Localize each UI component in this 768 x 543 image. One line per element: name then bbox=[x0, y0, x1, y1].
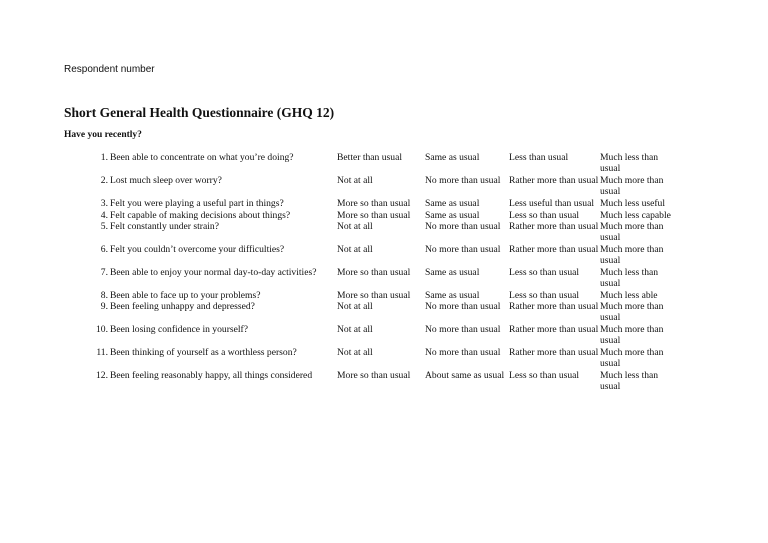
answer-option: No more than usual bbox=[425, 221, 501, 232]
question-number: 6. bbox=[100, 244, 108, 255]
answer-option: Rather more than usual bbox=[509, 175, 599, 186]
answer-option: Same as usual bbox=[425, 152, 480, 163]
answer-option: Not at all bbox=[337, 221, 373, 232]
question-text: Been losing confidence in yourself? bbox=[110, 324, 248, 335]
answer-option: More so than usual bbox=[337, 210, 411, 221]
question-row bbox=[84, 210, 680, 221]
question-text: Lost much sleep over worry? bbox=[110, 175, 222, 186]
question-number: 9. bbox=[100, 301, 108, 312]
answer-option: Not at all bbox=[337, 175, 373, 186]
question-row bbox=[84, 290, 680, 301]
answer-option: Much more than usual bbox=[600, 244, 664, 266]
question-text: Been able to concentrate on what you’re doing? bbox=[110, 152, 294, 163]
question-text: Felt you couldn’t overcome your difficulties? bbox=[110, 244, 285, 255]
answer-option: Much more than usual bbox=[600, 175, 664, 197]
answer-option: Much more than usual bbox=[600, 324, 664, 346]
answer-option: Less so than usual bbox=[509, 267, 580, 278]
answer-option: Much more than usual bbox=[600, 301, 664, 323]
question-row bbox=[84, 347, 680, 370]
question-row bbox=[84, 198, 680, 210]
question-row bbox=[84, 324, 680, 347]
answer-option: No more than usual bbox=[425, 301, 501, 312]
answer-option: Less so than usual bbox=[509, 370, 580, 381]
question-text: Been feeling reasonably happy, all things considered bbox=[110, 370, 313, 381]
answer-option: Same as usual bbox=[425, 210, 480, 221]
question-number: 12. bbox=[96, 370, 108, 381]
answer-option: Less so than usual bbox=[509, 290, 580, 301]
question-row bbox=[84, 175, 680, 198]
answer-option: Much less capable bbox=[600, 210, 671, 221]
answer-option: About same as usual bbox=[425, 370, 505, 381]
answer-option: Much less useful bbox=[600, 198, 666, 209]
answer-option: Much less able bbox=[600, 290, 658, 301]
answer-option: Better than usual bbox=[337, 152, 403, 163]
question-number: 7. bbox=[100, 267, 108, 278]
question-number: 5. bbox=[100, 221, 108, 232]
answer-option: More so than usual bbox=[337, 370, 411, 381]
question-text: Felt capable of making decisions about things? bbox=[110, 210, 291, 221]
answer-option: Much less than usual bbox=[600, 267, 659, 289]
question-number: 10. bbox=[96, 324, 108, 335]
question-row bbox=[84, 301, 680, 324]
answer-option: More so than usual bbox=[337, 267, 411, 278]
questionnaire-table bbox=[84, 152, 680, 392]
question-row bbox=[84, 267, 680, 290]
answer-option: Not at all bbox=[337, 324, 373, 335]
question-text: Been thinking of yourself as a worthless person? bbox=[110, 347, 297, 358]
question-number: 8. bbox=[100, 290, 108, 301]
answer-option: Rather more than usual bbox=[509, 324, 599, 335]
answer-option: Less useful than usual bbox=[509, 198, 594, 209]
answer-option: No more than usual bbox=[425, 175, 501, 186]
answer-option: No more than usual bbox=[425, 244, 501, 255]
page-title: Short General Health Questionnaire (GHQ 12) bbox=[64, 105, 335, 120]
question-text: Been able to enjoy your normal day-to-day activities? bbox=[110, 267, 317, 278]
answer-option: No more than usual bbox=[425, 347, 501, 358]
answer-option: Rather more than usual bbox=[509, 301, 599, 312]
question-text: Felt you were playing a useful part in things? bbox=[110, 198, 284, 209]
question-number: 1. bbox=[100, 152, 108, 163]
answer-option: Same as usual bbox=[425, 290, 480, 301]
question-number: 3. bbox=[100, 198, 108, 209]
answer-option: No more than usual bbox=[425, 324, 501, 335]
answer-option: Much less than usual bbox=[600, 370, 659, 392]
answer-option: Same as usual bbox=[425, 198, 480, 209]
answer-option: Much more than usual bbox=[600, 347, 664, 369]
answer-option: Rather more than usual bbox=[509, 347, 599, 358]
question-number: 11. bbox=[96, 347, 108, 358]
answer-option: Less so than usual bbox=[509, 210, 580, 221]
answer-option: Not at all bbox=[337, 244, 373, 255]
answer-option: Rather more than usual bbox=[509, 244, 599, 255]
question-number: 4. bbox=[100, 210, 108, 221]
answer-option: More so than usual bbox=[337, 290, 411, 301]
answer-option: Same as usual bbox=[425, 267, 480, 278]
question-row bbox=[84, 152, 680, 175]
question-text: Felt constantly under strain? bbox=[110, 221, 219, 232]
question-row bbox=[84, 221, 680, 244]
answer-option: Rather more than usual bbox=[509, 221, 599, 232]
question-number: 2. bbox=[100, 175, 108, 186]
question-row bbox=[84, 370, 680, 392]
answer-option: More so than usual bbox=[337, 198, 411, 209]
respondent-number-label: Respondent number bbox=[64, 64, 155, 75]
answer-option: Much more than usual bbox=[600, 221, 664, 243]
question-text: Been feeling unhappy and depressed? bbox=[110, 301, 255, 312]
page-subtitle: Have you recently? bbox=[64, 130, 142, 140]
answer-option: Not at all bbox=[337, 347, 373, 358]
question-text: Been able to face up to your problems? bbox=[110, 290, 261, 301]
answer-option: Much less than usual bbox=[600, 152, 659, 174]
answer-option: Less than usual bbox=[509, 152, 569, 163]
answer-option: Not at all bbox=[337, 301, 373, 312]
question-row bbox=[84, 244, 680, 267]
